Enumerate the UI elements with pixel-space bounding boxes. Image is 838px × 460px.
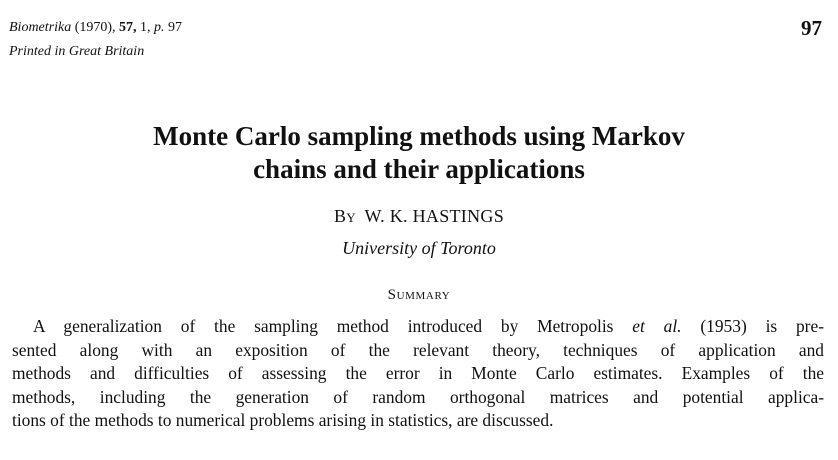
paper-title [0,120,838,186]
author-line [0,205,838,227]
summary-line-4: methods, including the generation of random orthogonal matrices and potential applica- [12,386,824,407]
author-by: By [333,206,356,226]
author-affiliation: University of Toronto [342,238,496,258]
summary-line-3: methods and difficulties of assessing the error in Monte Carlo estimates. Examples of the [12,363,824,384]
summary-paragraph [12,315,824,433]
summary-et-al: et al. [632,316,682,336]
page-number: 97 [801,16,822,40]
title-line-2: chains and their applications [253,154,585,184]
author-name: W. K. HASTINGS [364,206,505,226]
printed-in-line: Printed in Great Britain [9,44,145,59]
journal-issue: 1, [140,20,151,35]
summary-line-1-b: (1953) is pre- [700,316,824,336]
summary-line-5: tions of the methods to numerical problems arising in statistics, are discussed. [12,410,554,431]
title-line-1: Monte Carlo sampling methods using Markov [153,121,685,151]
summary-line-2: sented along with an exposition of the relevant theory, techniques of application and [12,339,824,360]
summary-heading: Summary [387,287,451,303]
citation-line [9,16,182,40]
journal-name: Biometrika [9,20,72,35]
page-prefix: p. [154,20,165,35]
summary-line-1 [12,315,824,339]
summary-line-1-a: A generalization of the sampling method introduced by Metropolis [33,316,614,336]
journal-year: (1970), [74,20,116,35]
running-header [9,16,182,64]
journal-volume: 57, [119,20,137,35]
page-reference: 97 [168,20,183,35]
